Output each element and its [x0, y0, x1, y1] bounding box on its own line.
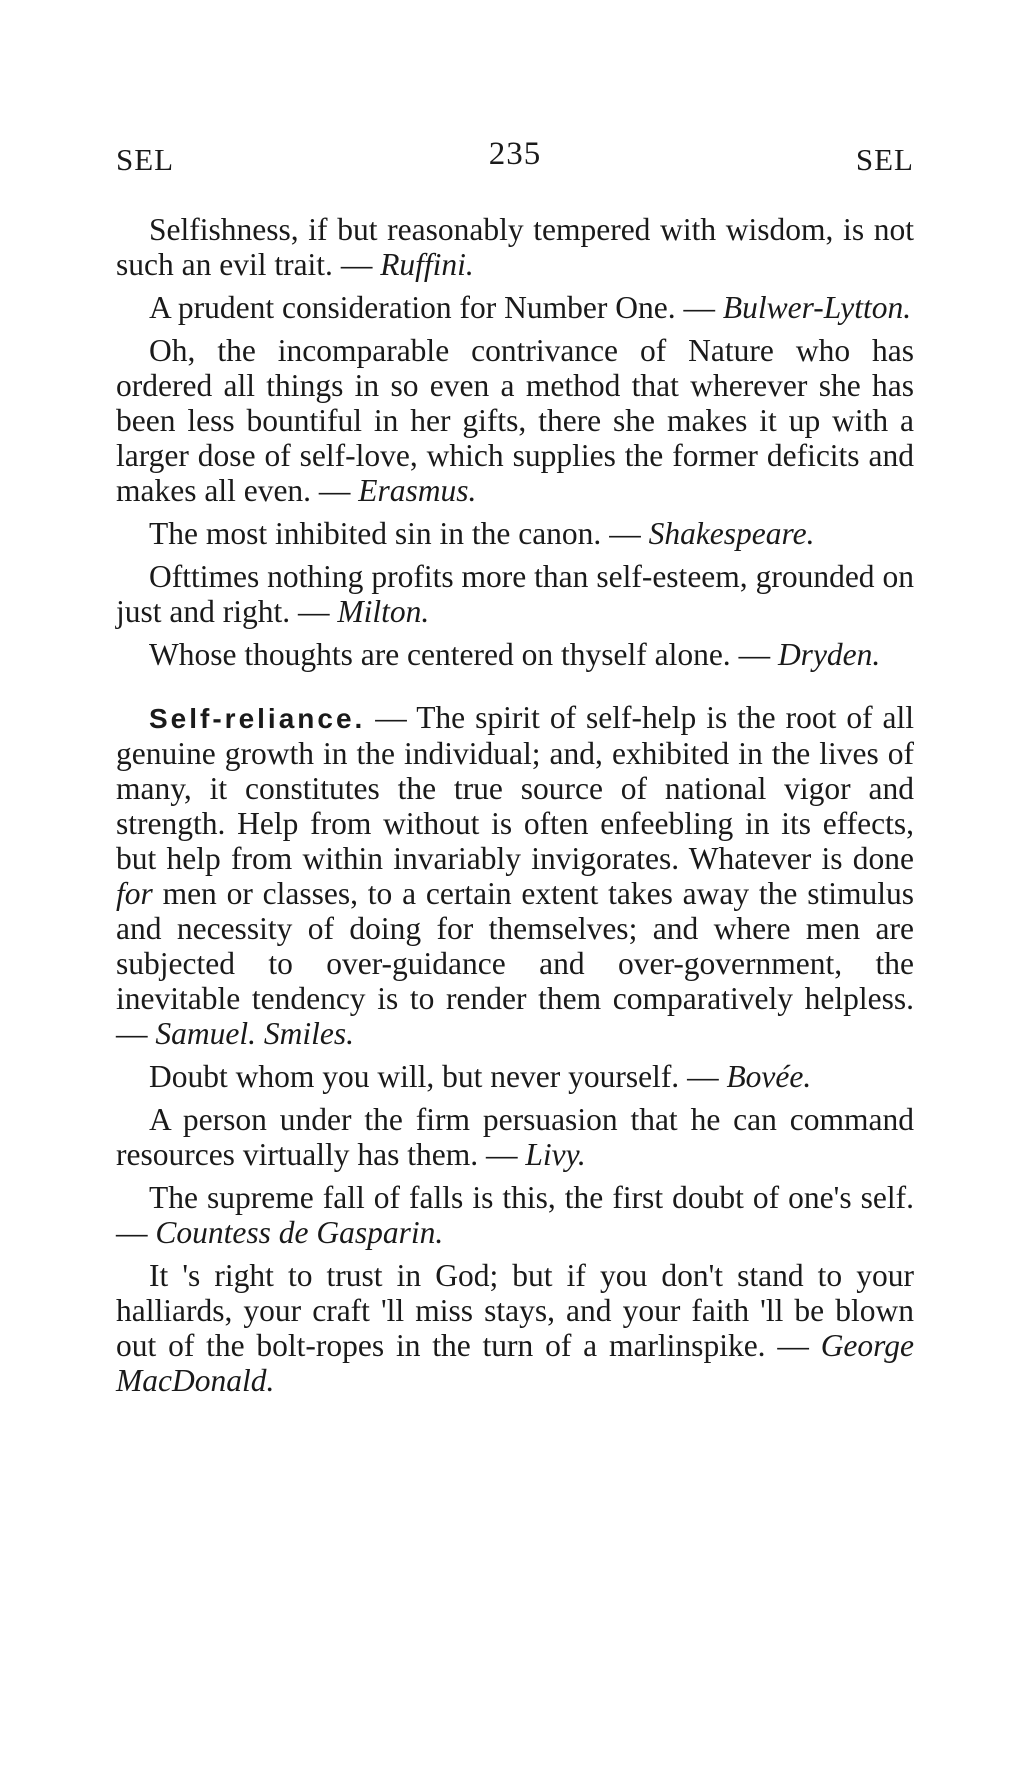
quote-entry — [116, 1059, 914, 1094]
section-italic-word: for — [116, 876, 153, 911]
quote-entry — [116, 559, 914, 629]
quote-author: Dryden. — [777, 637, 881, 672]
quote-text: The supreme fall of falls is this, the first doubt of one's self. — [149, 1180, 914, 1215]
header-left: SEL — [116, 142, 175, 177]
header-right: SEL — [855, 142, 914, 177]
quote-author: Bovée. — [726, 1059, 812, 1094]
section-text-part2: men or classes, to a certain extent takes away the stimulus and necessity of doing for themselves; and where men are subjected to over-guidance and over-government, the inevitable tendency is to render them comparatively helpless. — [116, 876, 914, 1016]
quote-dash: — — [318, 473, 351, 508]
quote-dash: — — [777, 1328, 809, 1363]
quote-entry — [116, 290, 914, 325]
quote-text: A person under the firm persuasion that he can command resources virtually has them. — [116, 1102, 914, 1172]
section-entry — [116, 700, 914, 1051]
quote-entry — [116, 516, 914, 551]
quote-entry — [116, 333, 914, 508]
quote-text: The most inhibited sin in the canon. — [149, 516, 602, 551]
quote-text: Whose thoughts are centered on thyself alone. — [149, 637, 731, 672]
section-heading: Self-reliance. — [149, 703, 366, 734]
quote-dash: — — [116, 1215, 148, 1250]
quote-dash: — — [683, 290, 715, 325]
quote-entry — [116, 1180, 914, 1250]
quote-author: Ruffini. — [380, 247, 474, 282]
quote-author: Erasmus. — [358, 473, 477, 508]
quote-text: Selfishness, if but reasonably tempered with wisdom, is not such an evil trait. — [116, 212, 914, 282]
quote-author: Livy. — [525, 1137, 586, 1172]
quote-dash: — — [116, 1016, 148, 1051]
quote-author: Countess de Gasparin. — [155, 1215, 444, 1250]
quote-author: Bulwer-Lytton. — [722, 290, 912, 325]
quote-dash: — — [375, 700, 407, 735]
section-text-part1: The spirit of self-help is the root of all genuine growth in the individual; and, exhibited in the lives of many, it constitutes the true source of national vigor and strength. Help from without is often enfeebling in its effects, but help from within invariably invigorates. Whatever is done — [116, 700, 915, 876]
quote-entry — [116, 1102, 914, 1172]
quote-author: Samuel. Smiles. — [155, 1016, 354, 1051]
quote-text: Ofttimes nothing profits more than self-esteem, grounded on just and right. — [116, 559, 914, 629]
running-header — [116, 136, 914, 186]
quote-entry — [116, 212, 914, 282]
page-number: 235 — [488, 136, 542, 172]
quote-text: Oh, the incomparable contrivance of Nature who has ordered all things in so even a method that wherever she has been less bountiful in her gifts, there she makes it up with a larger dose of self-love, which supplies the former deficits and makes all even. — [116, 333, 914, 508]
quote-dash: — — [298, 594, 330, 629]
quote-entry — [116, 637, 914, 672]
quote-dash: — — [687, 1059, 719, 1094]
page-body — [116, 212, 914, 1406]
quote-author: Shakespeare. — [648, 516, 815, 551]
quote-dash: — — [340, 247, 373, 282]
quote-text: Doubt whom you will, but never yourself. — [149, 1059, 680, 1094]
quote-entry — [116, 1258, 914, 1398]
quote-author: George MacDonald. — [116, 1328, 914, 1398]
quote-dash: — — [738, 637, 771, 672]
quote-dash: — — [486, 1137, 518, 1172]
quote-author: Milton. — [337, 594, 430, 629]
quote-text: A prudent consideration for Number One. — [149, 290, 676, 325]
quote-dash: — — [609, 516, 641, 551]
quote-text: It 's right to trust in God; but if you don't stand to your halliards, your craft 'll miss stays, and your faith 'll be blown out of the bolt-ropes in the turn of a marlinspike. — [116, 1258, 914, 1363]
